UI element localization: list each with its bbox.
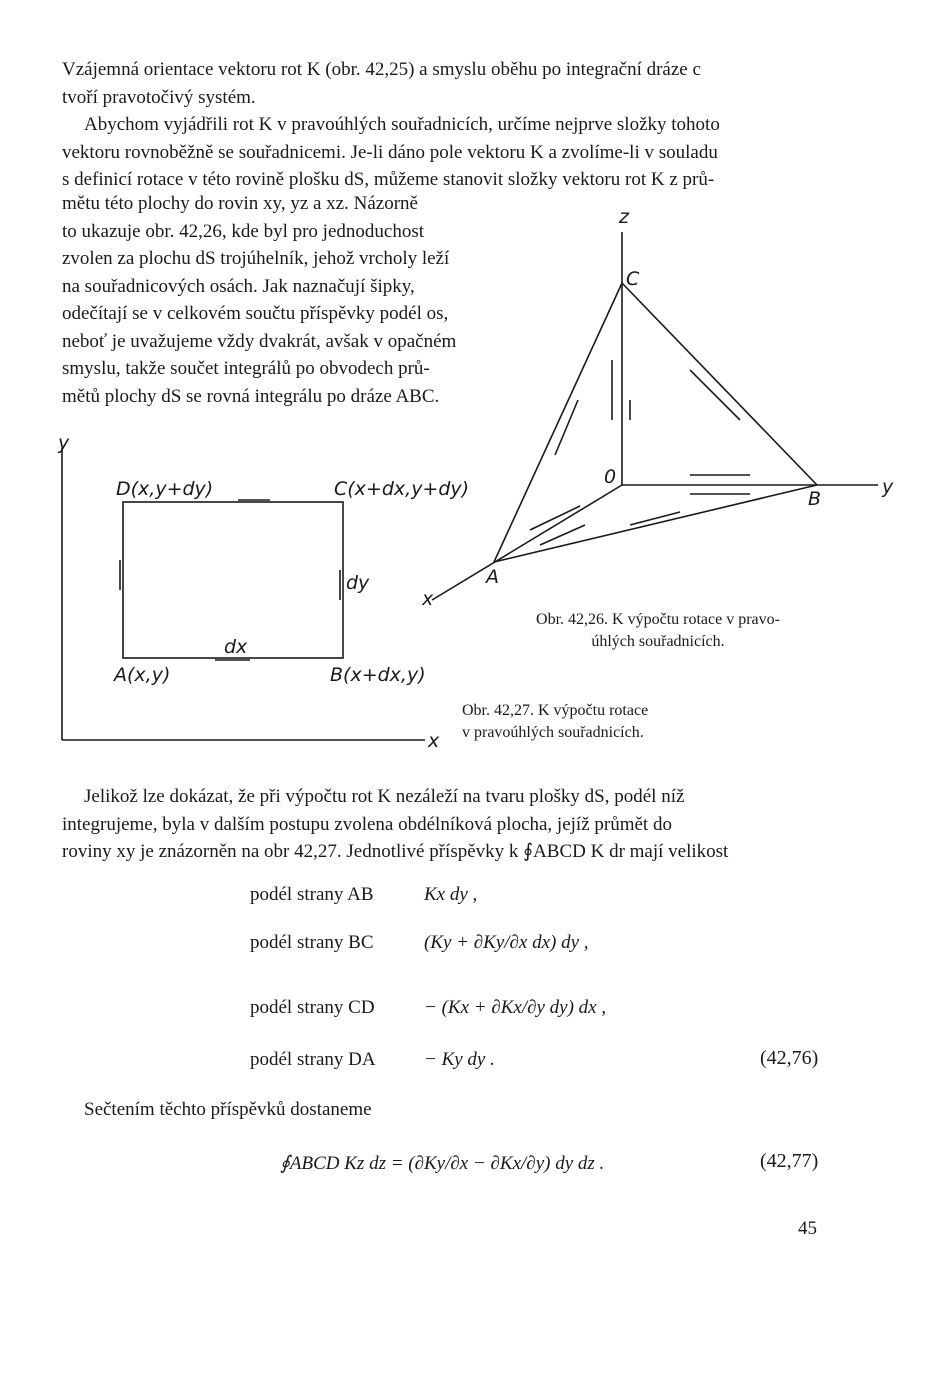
edge-bc — [622, 283, 817, 485]
fig1-caption-line-2: úhlých souřadnicích. — [591, 633, 725, 650]
eq-bc-label: podél strany BC — [250, 932, 374, 953]
paragraph-2-wrapped — [62, 190, 498, 410]
figure-42-27-caption — [462, 700, 702, 744]
fig2-label-c: C(x+dx,y+dy) — [334, 478, 470, 500]
paragraph-2-line-3: s definicí rotace v této rovině plošku dS, můžeme stanovit složky vektoru rot K z prů- — [62, 169, 715, 190]
fig2-label-d: D(x,y+dy) — [116, 478, 214, 500]
fig1-label-y: y — [882, 476, 894, 498]
eq-da-expr: − Ky dy . — [424, 1049, 495, 1070]
eq-bc-expr: (Ky + ∂Ky/∂x dx) dy , — [424, 932, 589, 953]
fig1-label-c: C — [626, 268, 640, 290]
arrow-ab — [630, 512, 680, 525]
arrow-ca — [555, 400, 578, 455]
fig2-label-x: x — [428, 730, 440, 752]
final-equation: ∮ABCD Kz dz = (∂Ky/∂x − ∂Kx/∂y) dy dz . — [280, 1153, 605, 1174]
fig1-label-x: x — [422, 588, 434, 610]
figure-42-26 — [432, 232, 878, 600]
paragraph-2 — [62, 111, 822, 194]
x-axis — [432, 485, 622, 600]
wrapped-line-6: neboť je uvažujeme vždy dvakrát, avšak v opačném — [62, 330, 457, 352]
eq-cd-label: podél strany CD — [250, 997, 375, 1018]
fig2-caption-line-2: v pravoúhlých souřadnicích. — [462, 724, 644, 741]
wrapped-line-7: smyslu, takže součet integrálů po obvodech prů- — [62, 358, 430, 379]
eq-ab-expr: Kx dy , — [424, 884, 478, 905]
paragraph-3 — [62, 783, 822, 866]
fig1-caption-line-1: Obr. 42,26. K výpočtu rotace v pravo- — [536, 611, 780, 628]
fig1-label-a: A — [486, 566, 499, 588]
paragraph-2-line-1: Abychom vyjádřili rot K v pravoúhlých souřadnicích, určíme nejprve složky tohoto — [84, 114, 720, 135]
wrapped-line-5: odečítají se v celkovém součtu příspěvky podél os, — [62, 303, 449, 324]
paragraph-3-line-1: Jelikož lze dokázat, že při výpočtu rot K nezáleží na tvaru plošky dS, podél níž — [84, 786, 685, 807]
arrow-bc — [690, 370, 740, 420]
fig1-label-origin: 0 — [604, 466, 617, 488]
fig2-label-y: y — [58, 432, 70, 454]
fig2-rectangle — [123, 502, 343, 658]
fig2-label-dx: dx — [224, 636, 248, 658]
wrapped-line-8: mětů plochy dS se rovná integrálu po dráze ABC. — [62, 385, 440, 407]
figure-42-26-caption — [478, 609, 838, 653]
eq-ab-label: podél strany AB — [250, 884, 374, 905]
sum-text: Sečtením těchto příspěvků dostaneme — [84, 1099, 372, 1120]
wrapped-line-2: to ukazuje obr. 42,26, kde byl pro jednoduchost — [62, 220, 424, 242]
fig2-caption-line-1: Obr. 42,27. K výpočtu rotace — [462, 702, 649, 719]
paragraph-2-line-2: vektoru rovnoběžně se souřadnicemi. Je-li dáno pole vektoru K a zvolíme-li v souladu — [62, 141, 718, 163]
wrapped-line-3: zvolen za plochu dS trojúhelník, jehož vrcholy leží — [62, 248, 450, 269]
wrapped-line-4: na souřadnicových osách. Jak naznačují šipky, — [62, 275, 415, 297]
fig2-label-dy: dy — [346, 572, 370, 594]
fig1-label-z: z — [619, 206, 629, 228]
eq-da-label: podél strany DA — [250, 1049, 376, 1070]
wrapped-line-1: mětu této plochy do rovin xy, yz a xz. Názorně — [62, 193, 418, 214]
edge-ab — [494, 485, 817, 562]
fig2-label-b: B(x+dx,y) — [330, 664, 426, 686]
eq-cd-expr: − (Kx + ∂Kx/∂y dy) dx , — [424, 997, 607, 1018]
equation-number-42-77: (42,77) — [760, 1150, 819, 1172]
page-number: 45 — [798, 1218, 817, 1239]
fig1-label-b: B — [808, 488, 822, 510]
edge-ca — [494, 283, 622, 562]
paragraph-1-line-2: tvoří pravotočivý systém. — [62, 86, 256, 108]
paragraph-3-line-3: roviny xy je znázorněn na obr 42,27. Jednotlivé příspěvky k ∮ABCD K dr mají velikost — [62, 841, 729, 862]
equation-number-42-76: (42,76) — [760, 1047, 819, 1069]
paragraph-3-line-2: integrujeme, byla v dalším postupu zvolena obdélníková plocha, jejíž průmět do — [62, 813, 672, 835]
fig2-label-a: A(x,y) — [114, 664, 171, 686]
paragraph-1 — [62, 56, 822, 111]
arrow-x-1 — [530, 506, 580, 530]
arrow-x-2 — [540, 525, 585, 545]
paragraph-1-line-1: Vzájemná orientace vektoru rot K (obr. 42,25) a smyslu oběhu po integrační dráze c — [62, 59, 701, 80]
